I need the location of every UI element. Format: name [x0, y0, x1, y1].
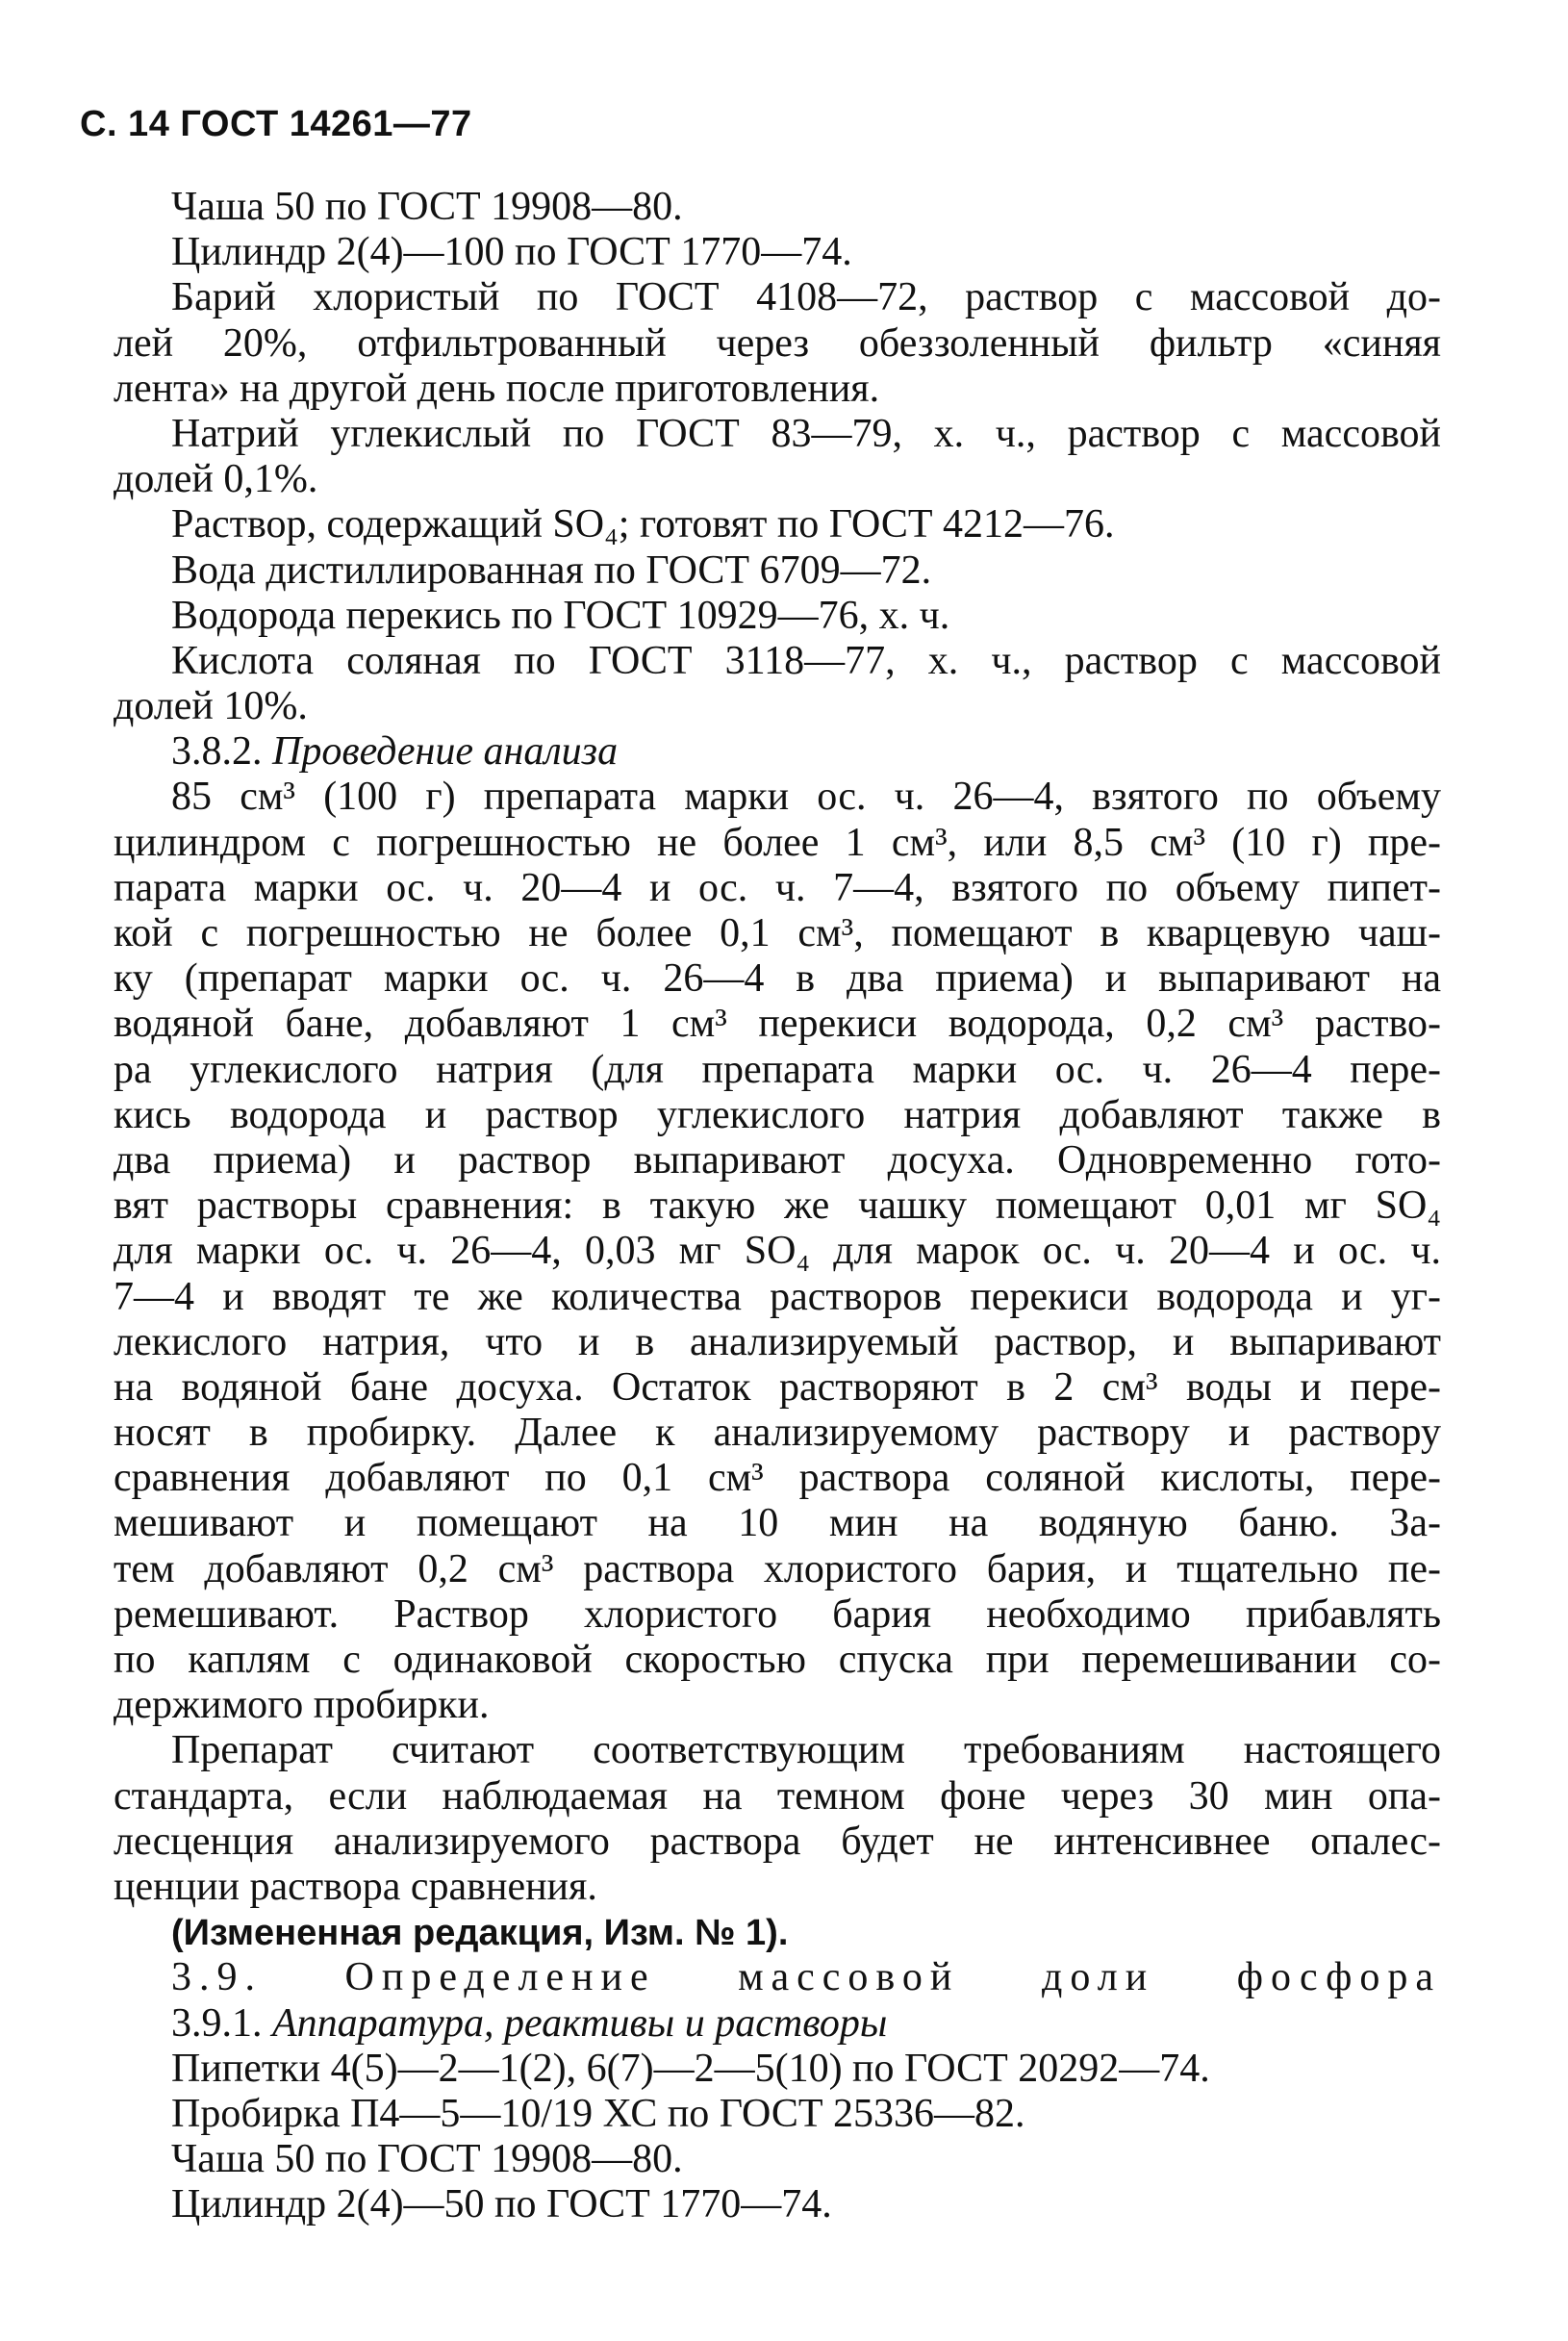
text-run: для марки ос. ч. 26—4, 0,03 мг SO₄ для марок ос. ч. 20—4 и ос. ч. — [114, 1229, 1441, 1274]
text-line — [114, 684, 1441, 729]
text-line — [114, 866, 1441, 911]
text-line-content — [114, 1774, 1441, 1819]
text-line — [114, 911, 1441, 956]
text-line-content — [114, 321, 1441, 367]
text-run: на водяной бане досуха. Остаток растворяют в 2 см³ воды и пере- — [114, 1364, 1441, 1410]
text-run: кись водорода и раствор углекислого натрия добавляют также в — [114, 1092, 1441, 1137]
text-line — [171, 2047, 1441, 2092]
text-line — [114, 367, 1441, 412]
text-run: Водорода перекись по ГОСТ 10929—76, х. ч. — [171, 593, 950, 638]
text-line-content — [171, 412, 1441, 457]
text-run: по каплям с одинаковой скоростью спуска при перемешивании со- — [114, 1638, 1441, 1682]
text-run: кой с погрешностью не более 0,1 см³, помещают в кварцевую чаш- — [114, 911, 1441, 955]
text-run: Чаша 50 по ГОСТ 19908—80. — [171, 185, 683, 229]
italic-heading: Аппаратура, реактивы и растворы — [272, 2000, 888, 2046]
text-run: Цилиндр 2(4)—50 по ГОСТ 1770—74. — [171, 2182, 832, 2227]
text-line — [114, 956, 1441, 1002]
text-line — [171, 639, 1441, 684]
text-line — [114, 1501, 1441, 1546]
text-run: держимого пробирки. — [114, 1683, 490, 1728]
text-line-content — [114, 684, 308, 728]
text-line — [171, 2137, 1441, 2182]
text-run: Цилиндр 2(4)—100 по ГОСТ 1770—74. — [171, 230, 852, 275]
text-line — [114, 1865, 1441, 1910]
text-run: ценции раствора сравнения. — [114, 1864, 597, 1909]
text-line — [114, 1275, 1441, 1320]
text-line-content — [114, 821, 1441, 866]
page-header: С. 14 ГОСТ 14261—77 — [80, 104, 472, 144]
text-line-content — [171, 2182, 832, 2226]
text-line — [114, 1048, 1441, 1093]
text-line-content — [171, 729, 618, 774]
text-line-content — [114, 1138, 1441, 1183]
text-line — [114, 1229, 1441, 1274]
text-run: ремешивают. Раствор хлористого бария необходимо прибавлять — [114, 1591, 1441, 1637]
text-run: долей 0,1%. — [114, 457, 318, 502]
text-line — [171, 1955, 1441, 2000]
text-line — [171, 775, 1441, 820]
text-line — [114, 821, 1441, 866]
text-run: носят в пробирку. Далее к анализируемому раствору и раствору — [114, 1411, 1441, 1456]
text-line-content — [171, 275, 1441, 320]
text-run: лента» на другой день после приготовления. — [114, 366, 880, 411]
text-run: Натрий углекислый по ГОСТ 83—79, х. ч., раствор с массовой — [171, 411, 1441, 456]
text-run: долей 10%. — [114, 684, 308, 729]
text-line — [114, 1819, 1441, 1865]
text-line-content — [171, 185, 683, 229]
text-line — [171, 275, 1441, 320]
text-line-content — [171, 2092, 1025, 2136]
text-line-content — [114, 1002, 1441, 1047]
text-line-content — [114, 1501, 1441, 1546]
text-line — [114, 1774, 1441, 1819]
text-line — [114, 1411, 1441, 1456]
italic-heading: Проведение анализа — [272, 729, 619, 775]
text-line-content — [114, 1229, 1441, 1274]
text-line — [114, 1683, 1441, 1728]
text-line-content — [171, 548, 931, 593]
text-line-content — [171, 2001, 887, 2046]
text-line-content — [171, 594, 949, 638]
text-run: лесценция анализируемого раствора будет не интенсивнее опалес- — [114, 1819, 1441, 1864]
text-line-content — [114, 1456, 1441, 1501]
text-run: Пипетки 4(5)—2—1(2), 6(7)—2—5(10) по ГОСТ 20292—74. — [171, 2046, 1210, 2091]
text-run: вят растворы сравнения: в такую же чашку помещают 0,01 мг SO₄ — [114, 1183, 1441, 1229]
text-run: Чаша 50 по ГОСТ 19908—80. — [171, 2137, 683, 2182]
text-line — [114, 1547, 1441, 1592]
text-line — [171, 1728, 1441, 1773]
text-line-content — [114, 1411, 1441, 1456]
text-run: 3.8.2. — [171, 729, 272, 775]
text-line — [171, 185, 1441, 230]
text-run: водяной бане, добавляют 1 см³ перекиси водорода, 0,2 см³ раство- — [114, 1002, 1441, 1047]
text-line-content — [171, 639, 1441, 684]
text-line-content — [114, 1592, 1441, 1638]
text-line-content — [114, 1275, 1441, 1320]
text-line-content — [114, 866, 1441, 911]
text-line-content — [114, 956, 1441, 1002]
text-line — [114, 1320, 1441, 1365]
text-line-content — [114, 1683, 489, 1727]
text-run: Раствор, содержащий SO₄; готовят по ГОСТ 4212—76. — [171, 502, 1115, 547]
text-run: 7—4 и вводят те же количества растворов перекиси водорода и уг- — [114, 1274, 1441, 1319]
text-run: Барий хлористый по ГОСТ 4108—72, раствор с массовой до- — [171, 275, 1441, 320]
bold-note: (Измененная редакция, Изм. № 1). — [171, 1913, 789, 1954]
text-line — [171, 2092, 1441, 2137]
text-line — [114, 1183, 1441, 1229]
text-line — [114, 1365, 1441, 1411]
text-line — [171, 230, 1441, 275]
text-line — [114, 321, 1441, 367]
text-line-content — [171, 230, 852, 274]
text-run: Вода дистиллированная по ГОСТ 6709—72. — [171, 547, 932, 593]
text-line-content — [114, 1183, 1441, 1229]
text-line — [171, 594, 1441, 639]
text-line-content — [114, 1819, 1441, 1865]
text-line — [114, 1592, 1441, 1638]
text-line — [171, 2001, 1441, 2047]
text-line-content — [171, 1728, 1441, 1773]
text-line-content — [114, 1865, 597, 1909]
text-run: лей 20%, отфильтрованный через обеззоленный фильтр «синяя — [114, 320, 1441, 366]
text-line-content — [171, 1955, 1441, 2000]
text-line — [114, 1638, 1441, 1683]
text-run: лекислого натрия, что и в анализируемый раствор, и выпаривают — [114, 1319, 1441, 1364]
text-run: ра углекислого натрия (для препарата марки ос. ч. 26—4 пере- — [114, 1047, 1441, 1092]
text-run: 3.9.1. — [171, 2000, 272, 2046]
text-line — [114, 1138, 1441, 1183]
text-run: Пробирка П4—5—10/19 ХС по ГОСТ 25336—82. — [171, 2091, 1025, 2136]
text-run: два приема) и раствор выпаривают досуха. Одновременно гото- — [114, 1137, 1441, 1183]
text-line-content — [114, 911, 1441, 956]
text-line — [114, 1456, 1441, 1501]
text-line-content — [171, 1910, 788, 1954]
text-line — [171, 502, 1441, 547]
text-run: Препарат считают соответствующим требованиям настоящего — [171, 1728, 1441, 1773]
text-line — [171, 548, 1441, 594]
text-line — [114, 457, 1441, 502]
section-heading: 3.9. Определение массовой доли фосфора — [171, 1955, 1441, 2000]
text-run: цилиндром с погрешностью не более 1 см³, или 8,5 см³ (10 г) пре- — [114, 820, 1441, 865]
text-line-content — [114, 1365, 1441, 1411]
text-line-content — [171, 502, 1115, 547]
text-line-content — [114, 457, 317, 501]
document-body — [114, 185, 1441, 2227]
text-line-content — [114, 1320, 1441, 1365]
text-run: тем добавляют 0,2 см³ раствора хлористого бария, и тщательно пе- — [114, 1546, 1441, 1591]
text-line — [171, 2182, 1441, 2227]
text-run: мешивают и помещают на 10 мин на водяную баню. За- — [114, 1501, 1441, 1546]
text-line-content — [171, 2047, 1210, 2091]
text-line-content — [171, 775, 1441, 820]
text-line — [114, 1093, 1441, 1138]
text-run: стандарта, если наблюдаемая на темном фоне через 30 мин опа- — [114, 1773, 1441, 1819]
text-run: Кислота соляная по ГОСТ 3118—77, х. ч., раствор с массовой — [171, 638, 1441, 683]
text-line-content — [114, 1093, 1441, 1138]
text-line — [114, 1002, 1441, 1047]
text-run: ку (препарат марки ос. ч. 26—4 в два приема) и выпаривают на — [114, 956, 1441, 1002]
text-line-content — [171, 2137, 683, 2181]
text-run: парата марки ос. ч. 20—4 и ос. ч. 7—4, взятого по объему пипет- — [114, 865, 1441, 910]
text-line-content — [114, 1547, 1441, 1592]
text-line-content — [114, 367, 879, 411]
text-line — [171, 1910, 1441, 1955]
text-line — [171, 729, 1441, 775]
text-line — [171, 412, 1441, 457]
text-line-content — [114, 1638, 1441, 1683]
text-line-content — [114, 1048, 1441, 1093]
text-run: 85 см³ (100 г) препарата марки ос. ч. 26—4, взятого по объему — [171, 775, 1441, 820]
text-run: сравнения добавляют по 0,1 см³ раствора соляной кислоты, пере- — [114, 1456, 1441, 1501]
